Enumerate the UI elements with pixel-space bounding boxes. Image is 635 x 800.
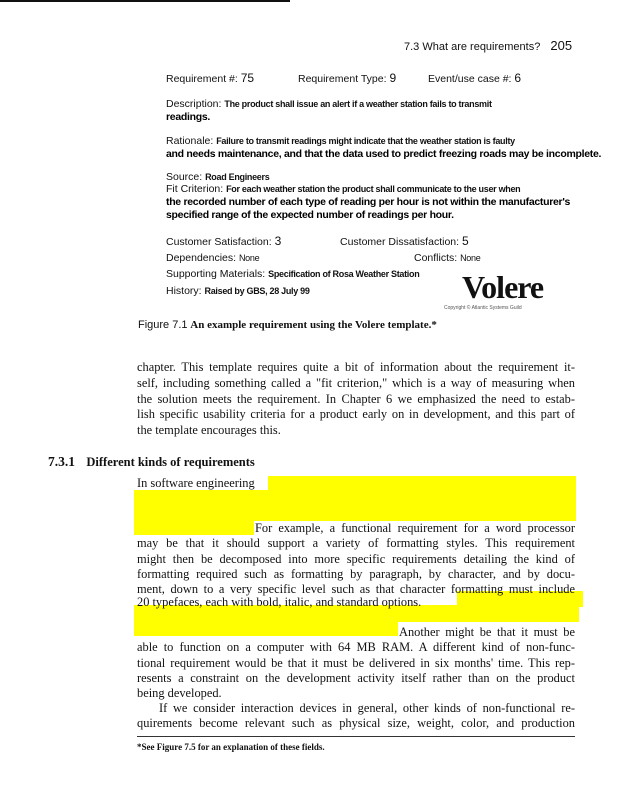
section-line: being developed. bbox=[137, 686, 222, 700]
requirement-type: Requirement Type: 9 bbox=[298, 71, 397, 85]
rationale-line-1: Failure to transmit readings might indicate that the weather station is faulty bbox=[216, 136, 515, 146]
conflicts: Conflicts: None bbox=[414, 252, 481, 264]
running-header bbox=[404, 38, 572, 53]
section-line: In software engineering bbox=[137, 476, 255, 490]
description-line-1: The product shall issue an alert if a weather station fails to transmit bbox=[224, 99, 492, 109]
section-line: quirements become relevant such as physical size, weight, color, and production bbox=[137, 716, 575, 730]
section-line: formatting required such as formatting by paragraph, by character, and by docu- bbox=[137, 567, 575, 581]
event-use-case: Event/use case #: 6 bbox=[428, 71, 522, 85]
footnote: *See Figure 7.5 for an explanation of these fields. bbox=[137, 742, 325, 752]
intro-paragraph: chapter. This template requires quite a bit of information about the requirement it- self, including something called a "fit criterion," which is a way of measuring when the solution meets the requirement. In Chapter 6 we emphasized the need to estab- lish specific usability criteria for a product early on in development, and this part of the template encourages this. bbox=[137, 360, 575, 438]
header-section: 7.3 What are requirements? bbox=[404, 41, 541, 53]
section-line: may be that it should support a variety of formatting styles. This requirement bbox=[137, 536, 575, 550]
supporting-materials: Supporting Materials: Specification of Rosa Weather Station bbox=[166, 268, 420, 280]
figure-label: Figure 7.1 bbox=[138, 319, 188, 331]
requirement-number: Requirement #: 75 bbox=[166, 71, 255, 85]
rationale: Rationale: Failure to transmit readings might indicate that the weather station is faulty bbox=[166, 135, 515, 147]
customer-satisfaction: Customer Satisfaction: 3 bbox=[166, 234, 282, 248]
figure-caption-text: An example requirement using the Volere template.* bbox=[190, 319, 437, 331]
section-title: Different kinds of requirements bbox=[86, 455, 255, 469]
section-line: If we consider interaction devices in general, other kinds of non-functional re- bbox=[159, 701, 575, 715]
copyright: Copyright © Atlantic Systems Guild bbox=[444, 305, 522, 311]
section-number: 7.3.1 bbox=[48, 454, 75, 469]
section-line: resents a constraint on the development activity itself rather than on the product bbox=[137, 671, 575, 685]
highlight-block bbox=[134, 519, 254, 535]
top-rule bbox=[0, 0, 290, 2]
rationale-line-2: and needs maintenance, and that the data used to predict freezing roads may be incomplete. bbox=[166, 148, 602, 160]
fit-line-2: the recorded number of each type of reading per hour is not within the manufacturer's bbox=[166, 196, 571, 208]
figure-caption bbox=[138, 319, 437, 331]
description: Description: The product shall issue an alert if a weather station fails to transmit bbox=[166, 98, 492, 110]
section-line: For example, a functional requirement for a word processor bbox=[255, 521, 575, 535]
source: Source: Road Engineers bbox=[166, 171, 270, 183]
footnote-rule bbox=[137, 736, 575, 737]
dependencies: Dependencies: None bbox=[166, 252, 260, 264]
section-line: 20 typefaces, each with bold, italic, and standard options. bbox=[137, 595, 422, 609]
section-line: Another might be that it must be bbox=[399, 625, 575, 639]
section-line: tional requirement would be that it must be delivered in six months' time. This rep- bbox=[137, 656, 575, 670]
section-heading bbox=[48, 454, 255, 470]
customer-dissatisfaction: Customer Dissatisfaction: 5 bbox=[340, 234, 469, 248]
fit-line-3: specified range of the expected number of readings per hour. bbox=[166, 209, 454, 221]
section-line: ment, down to a very specific level such as that character formatting must include bbox=[137, 582, 575, 596]
fit-criterion: Fit Criterion: For each weather station the product shall communicate to the user when bbox=[166, 183, 521, 195]
fit-line-1: For each weather station the product shall communicate to the user when bbox=[226, 184, 521, 194]
history: History: Raised by GBS, 28 July 99 bbox=[166, 285, 310, 297]
volere-logo: Volere bbox=[462, 269, 544, 305]
page-number: 205 bbox=[550, 38, 573, 53]
description-line-2: readings. bbox=[166, 111, 210, 123]
highlight-block bbox=[134, 620, 398, 636]
section-line: able to function on a computer with 64 MB RAM. A different kind of non-func- bbox=[137, 640, 575, 654]
section-line: might then be decomposed into more specific requirements detailing the kind of bbox=[137, 552, 575, 566]
